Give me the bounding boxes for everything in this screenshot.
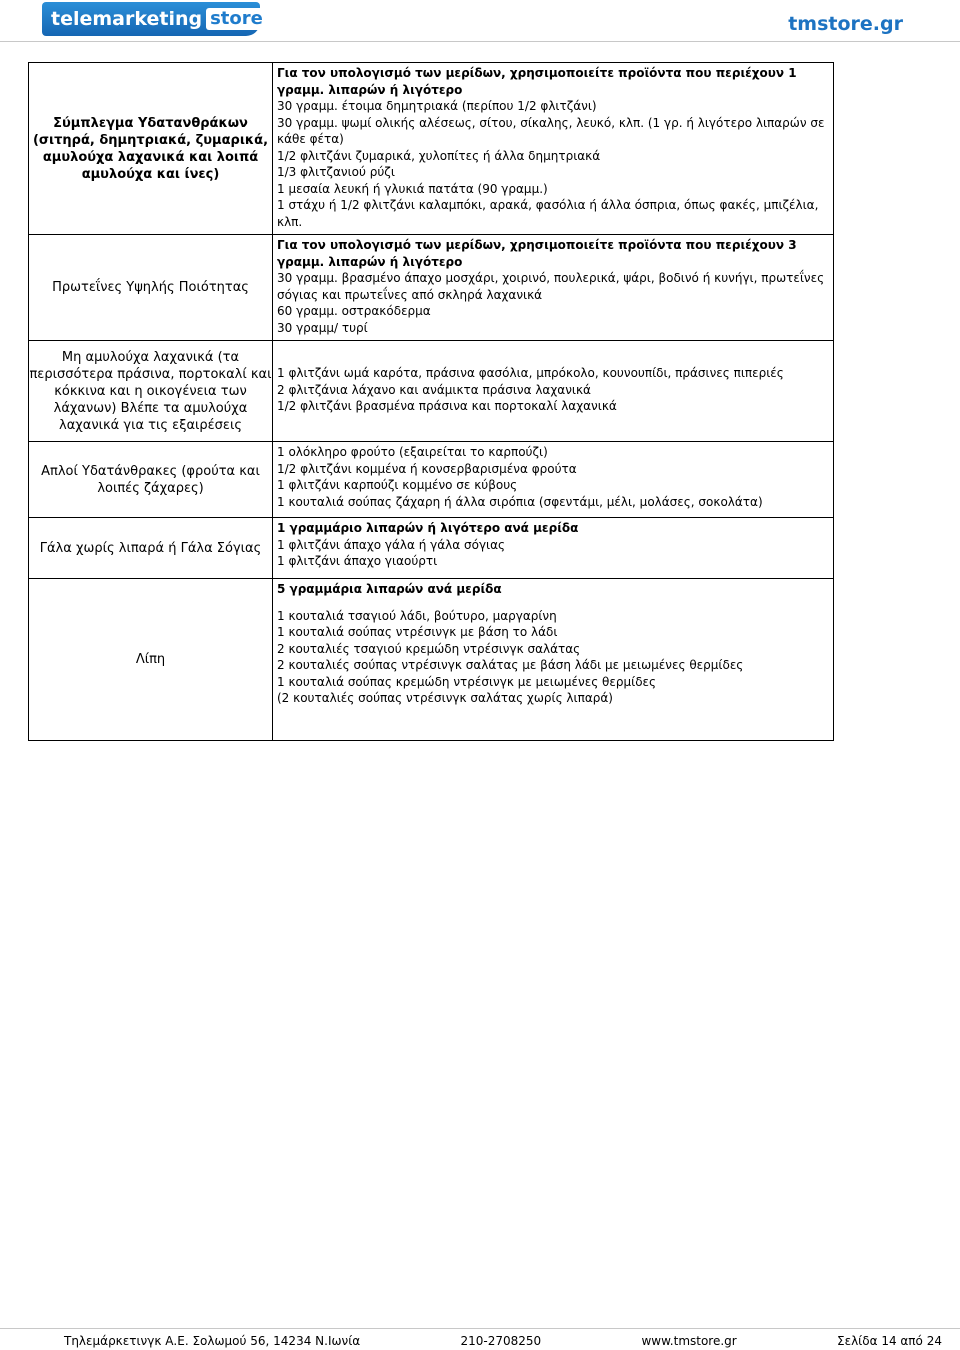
brand-logo-main: telemarketing bbox=[51, 8, 203, 30]
list-item: 30 γραμμ/ τυρί bbox=[277, 320, 368, 335]
food-groups-table bbox=[28, 62, 834, 741]
list-item: 1 φλιτζάνι καρπούζι κομμένο σε κύβους bbox=[277, 478, 518, 492]
list-item: 30 γραμμ. ψωμί ολικής αλέσεως, σίτου, σίκαλης, λευκό, κλπ. (1 γρ. ή λιγότερο λιπαρών σε κάθε φέτα) bbox=[277, 115, 825, 146]
table-row bbox=[29, 518, 834, 579]
brand-logo bbox=[42, 2, 277, 36]
list-item: 1 κουταλιά τσαγιού λάδι, βούτυρο, μαργαρίνη bbox=[277, 608, 557, 623]
list-item: 1 φλιτζάνι ωμά καρότα, πράσινα φασόλια, μπρόκολο, κουνουπίδι, πράσινες πιπεριές bbox=[277, 366, 784, 381]
row-heading: 5 γραμμάρια λιπαρών ανά μερίδα bbox=[277, 582, 502, 596]
list-item: (2 κουταλιές σούπας ντρέσινγκ σαλάτας χωρίς λιπαρά) bbox=[277, 691, 613, 705]
table-row bbox=[29, 341, 834, 442]
list-item: 2 φλιτζάνια λάχανο και ανάμικτα πράσινα λαχανικά bbox=[277, 382, 591, 397]
category-cell: Μη αμυλούχα λαχανικά (τα περισσότερα πράσινα, πορτοκαλί και κόκκινα και η οικογένεια των λάχανων) Βλέπε τα αμυλούχα λαχανικά για τις εξαιρέσεις bbox=[29, 341, 273, 442]
category-cell: Πρωτεΐνες Υψηλής Ποιότητας bbox=[29, 235, 273, 341]
table-row bbox=[29, 63, 834, 235]
category-cell: Απλοί Υδατάνθρακες (φρούτα και λοιπές ζάχαρες) bbox=[29, 442, 273, 518]
footer-page-number: Σελίδα 14 από 24 bbox=[837, 1334, 942, 1348]
list-item: 30 γραμμ. βρασμένο άπαχο μοσχάρι, χοιρινό, πουλερικά, ψάρι, βοδινό ή κυνήγι, πρωτεΐνες σόγιας και πρωτεΐνες από σκληρά λαχανικά bbox=[277, 271, 825, 302]
row-heading: Για τον υπολογισμό των μερίδων, χρησιμοποιείτε προϊόντα που περιέχουν 3 γραμμ. λιπαρών ή λιγότερο bbox=[277, 238, 797, 269]
list-item: 2 κουταλιές τσαγιού κρεμώδη ντρέσινγκ σαλάτας bbox=[277, 641, 581, 656]
list-item: 1 ολόκληρο φρούτο (εξαιρείται το καρπούζι) bbox=[277, 445, 548, 459]
list-item: 1/2 φλιτζάνι ζυμαρικά, χυλοπίτες ή άλλα δημητριακά bbox=[277, 148, 601, 163]
list-item: 60 γραμμ. οστρακόδερμα bbox=[277, 304, 431, 318]
site-logo: tmstore.gr bbox=[788, 13, 903, 35]
list-item: 1 κουταλιά σούπας ζάχαρη ή άλλα σιρόπια (σφεντάμι, μέλι, μολάσες, σοκολάτα) bbox=[277, 494, 763, 509]
table-row bbox=[29, 579, 834, 741]
description-cell bbox=[273, 63, 834, 235]
brand-logo-store: store bbox=[206, 8, 267, 30]
page-footer bbox=[64, 1334, 942, 1348]
list-item: 1 κουταλιά σούπας κρεμώδη ντρέσινγκ με μειωμένες θερμίδες bbox=[277, 674, 657, 689]
footer-divider bbox=[0, 1328, 960, 1329]
category-cell: Λίπη bbox=[29, 579, 273, 741]
list-item: 1 μεσαία λευκή ή γλυκιά πατάτα (90 γραμμ.) bbox=[277, 181, 548, 196]
list-item: 1/3 φλιτζανιού ρύζι bbox=[277, 165, 395, 179]
category-cell: Γάλα χωρίς λιπαρά ή Γάλα Σόγιας bbox=[29, 518, 273, 579]
row-heading: 1 γραμμάριο λιπαρών ή λιγότερο ανά μερίδα bbox=[277, 521, 579, 535]
table-row bbox=[29, 235, 834, 341]
table-row bbox=[29, 442, 834, 518]
list-item: 30 γραμμ. έτοιμα δημητριακά (περίπου 1/2 φλιτζάνι) bbox=[277, 99, 597, 113]
list-item: 1/2 φλιτζάνι κομμένα ή κονσερβαρισμένα φρούτα bbox=[277, 461, 577, 476]
list-item: 2 κουταλιές σούπας ντρέσινγκ σαλάτας με βάση λάδι με μειωμένες θερμίδες bbox=[277, 658, 744, 672]
list-item: 1 στάχυ ή 1/2 φλιτζάνι καλαμπόκι, αρακά, φασόλια ή άλλα όσπρια, όπως φακές, μπιζέλια, κλπ. bbox=[277, 198, 819, 229]
category-cell: Σύμπλεγμα Υδατανθράκων (σιτηρά, δημητριακά, ζυμαρικά, αμυλούχα λαχανικά και λοιπά αμυλούχα και ίνες) bbox=[29, 63, 273, 235]
description-cell bbox=[273, 235, 834, 341]
footer-company: Τηλεμάρκετινγκ Α.Ε. Σολωμού 56, 14234 Ν.Ιωνία bbox=[64, 1334, 361, 1348]
list-item: 1 φλιτζάνι άπαχο γάλα ή γάλα σόγιας bbox=[277, 537, 506, 552]
list-item: 1/2 φλιτζάνι βρασμένα πράσινα και πορτοκαλί λαχανικά bbox=[277, 399, 617, 414]
list-item: 1 κουταλιά σούπας ντρέσινγκ με βάση το λάδι bbox=[277, 625, 558, 639]
list-item: 1 φλιτζάνι άπαχο γιαούρτι bbox=[277, 554, 438, 568]
footer-phone: 210-2708250 bbox=[460, 1334, 542, 1348]
description-cell bbox=[273, 579, 834, 741]
description-cell bbox=[273, 341, 834, 442]
description-cell bbox=[273, 518, 834, 579]
row-heading: Για τον υπολογισμό των μερίδων, χρησιμοποιείτε προϊόντα που περιέχουν 1 γραμμ. λιπαρών ή λιγότερο bbox=[277, 66, 797, 97]
brand-logo-reg: ® bbox=[268, 6, 277, 15]
description-cell bbox=[273, 442, 834, 518]
header-divider bbox=[0, 41, 960, 42]
footer-website[interactable]: www.tmstore.gr bbox=[641, 1334, 737, 1348]
